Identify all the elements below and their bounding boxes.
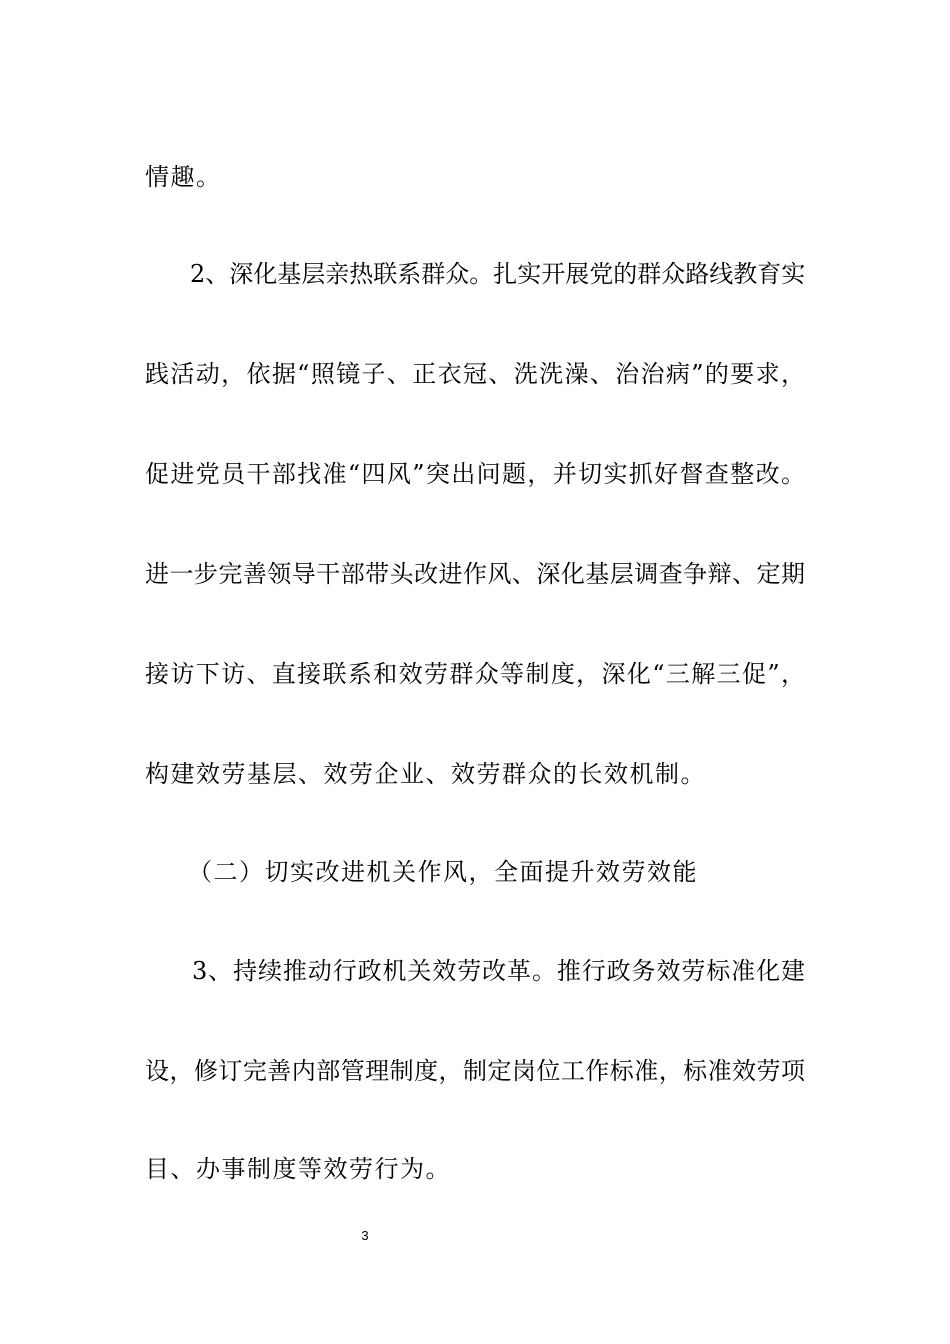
paragraph-line-2: 2、深化基层亲热联系群众。扎实开展党的群众路线教育实: [190, 260, 806, 288]
paragraph-line-9: 设，修订完善内部管理制度，制定岗位工作标准，标准效劳项: [145, 1057, 805, 1085]
paragraph-line-1: 情趣。: [145, 163, 222, 191]
paragraph-line-10: 目、办事制度等效劳行为。: [145, 1155, 451, 1183]
paragraph-line-7: 构建效劳基层、效劳企业、效劳群众的长效机制。: [145, 760, 706, 788]
paragraph-line-5: 进一步完善领导干部带头改进作风、深化基层调查争辩、定期: [145, 560, 805, 588]
paragraph-line-4: 促进党员干部找准“四风”突出问题，并切实抓好督查整改。: [145, 460, 805, 488]
paragraph-line-3: 践活动，依据“照镜子、正衣冠、洗洗澡、治治病”的要求，: [145, 360, 805, 388]
page-number: 3: [361, 1228, 369, 1243]
paragraph-line-6: 接访下访、直接联系和效劳群众等制度，深化“三解三促”，: [145, 660, 805, 688]
section-heading: （二）切实改进机关作风，全面提升效劳效能: [188, 858, 698, 886]
paragraph-line-8: 3、持续推动行政机关效劳改革。推行政务效劳标准化建: [192, 957, 805, 985]
